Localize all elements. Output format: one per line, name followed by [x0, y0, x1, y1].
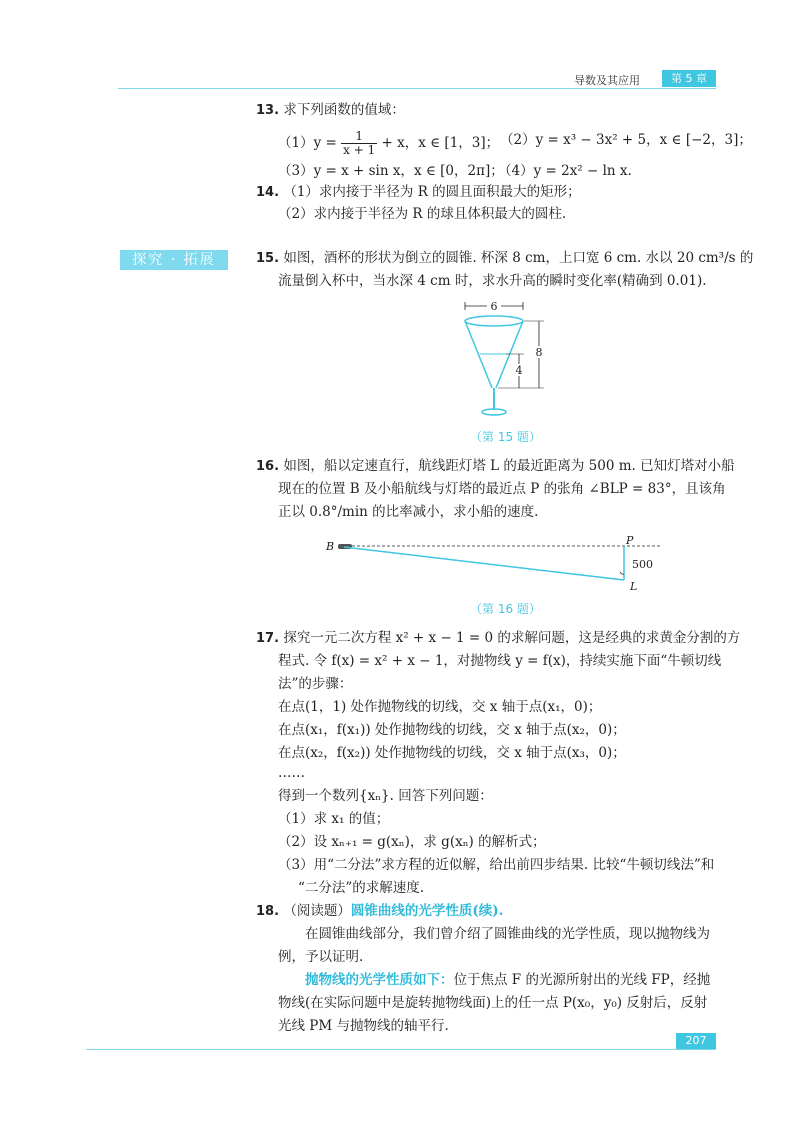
item-1-pre: （1）y = — [278, 135, 337, 151]
problem-text: 求下列函数的值域： — [283, 102, 405, 118]
footer-rule — [86, 1049, 716, 1050]
problem-17-line-6: 在点(x₂，f(x₂)) 处作抛物线的切线，交 x 轴于点(x₃，0)； — [278, 745, 626, 761]
problem-15-line-1 — [256, 249, 753, 268]
water-depth-label: 4 — [515, 364, 523, 377]
problem-17-line-5: 在点(x₁，f(x₁)) 处作抛物线的切线，交 x 轴于点(x₂，0)； — [278, 722, 626, 738]
problem-number: 17. — [256, 631, 280, 646]
problem-text: 如图，船以定速直行，航线距灯塔 L 的最近距离为 500 m. 已知灯塔对小船 — [283, 458, 735, 474]
problem-17-line-4: 在点(1，1) 处作抛物线的切线，交 x 轴于点(x₁，0)； — [278, 699, 602, 715]
problem-17-line-12: “二分法”的求解速度. — [298, 880, 425, 896]
fraction-numerator: 1 — [341, 130, 377, 144]
problem-14-line-1 — [256, 183, 581, 202]
property-heading: 抛物线的光学性质如下： — [305, 972, 454, 988]
problem-13-item-2: （2）y = x³ − 3x² + 5，x ∈ [−2，3]； — [500, 132, 752, 148]
problem-17-line-7: …… — [278, 765, 305, 781]
distance-label: 500 — [632, 558, 653, 571]
problem-17-line-9: （1）求 x₁ 的值； — [278, 811, 390, 827]
problem-17-line-8: 得到一个数列{xₙ}. 回答下列问题： — [278, 788, 493, 804]
glass-width-label: 6 — [490, 300, 498, 313]
problem-13-item-4: （4）y = 2x² − ln x. — [498, 163, 632, 179]
problem-15-line-2: 流量倒入杯中，当水深 4 cm 时，求水升高的瞬时变化率(精确到 0.01). — [278, 273, 707, 289]
problem-number: 15. — [256, 251, 280, 266]
problem-13-intro — [256, 101, 405, 120]
problem-18-line-3: 例，予以证明. — [278, 949, 364, 965]
problem-number: 16. — [256, 459, 280, 474]
point-P-label: P — [626, 534, 634, 547]
problem-text: （1）求内接于半径为 R 的圆且面积最大的矩形； — [283, 184, 581, 200]
point-L-label: L — [630, 580, 638, 593]
problem-16-line-1 — [256, 457, 735, 476]
reading-title: 圆锥曲线的光学性质(续). — [350, 903, 504, 919]
fraction — [341, 130, 377, 157]
fraction-denominator: x + 1 — [343, 143, 376, 157]
wine-glass-figure — [440, 296, 560, 422]
point-B-label: B — [326, 540, 335, 553]
problem-17-line-2: 程式. 令 f(x) = x² + x − 1，对抛物线 y = f(x)，持续实施下面“牛顿切线 — [278, 653, 722, 669]
problem-number: 13. — [256, 103, 280, 118]
property-text: 位于焦点 F 的光源所射出的光线 FP，经抛 — [453, 972, 711, 988]
problem-number: 14. — [256, 185, 280, 200]
problem-13-item-3: （3）y = x + sin x，x ∈ [0，2π]； — [278, 163, 504, 179]
problem-prefix: （阅读题） — [283, 903, 351, 919]
problem-16-line-3: 正以 0.8°/min 的比率减小，求小船的速度. — [278, 504, 539, 520]
problem-14-line-2: （2）求内接于半径为 R 的球且体积最大的圆柱. — [278, 206, 567, 222]
problem-16-line-2: 现在的位置 B 及小船航线与灯塔的最近点 P 的张角 ∠BLP = 83°，且该角 — [278, 481, 726, 497]
glass-depth-label: 8 — [535, 346, 543, 359]
problem-text: 探究一元二次方程 x² + x − 1 = 0 的求解问题，这是经典的求黄金分割的方 — [283, 630, 741, 646]
problem-18-line-5: 物线(在实际问题中是旋转抛物线面)上的任一点 P(x₀，y₀) 反射后，反射 — [278, 995, 708, 1011]
problem-17-line-1 — [256, 629, 740, 648]
problem-18-line-2: 在圆锥曲线部分，我们曾介绍了圆锥曲线的光学性质，现以抛物线为 — [305, 926, 710, 942]
item-1-post: + x，x ∈ [1，3]； — [381, 135, 500, 151]
problem-17-line-10: （2）设 xₙ₊₁ = g(xₙ)，求 g(xₙ) 的解析式； — [278, 834, 546, 850]
figure-16-caption: （第 16 题） — [470, 602, 541, 616]
problem-18-line-6: 光线 PM 与抛物线的轴平行. — [278, 1018, 449, 1034]
page-number: 207 — [676, 1033, 716, 1049]
problem-13-items-row1 — [278, 130, 499, 157]
problem-17-line-3: 法”的步骤： — [278, 676, 353, 692]
problem-number: 18. — [256, 904, 280, 919]
chapter-badge: 第 5 章 — [662, 70, 716, 87]
problem-17-line-11: （3）用“二分法”求方程的近似解，给出前四步结果. 比较“牛顿切线法”和 — [278, 857, 715, 873]
boat-lighthouse-figure — [320, 534, 670, 594]
problem-18-line-1 — [256, 902, 503, 921]
problem-text: 如图，酒杯的形状为倒立的圆锥. 杯深 8 cm，上口宽 6 cm. 水以 20 cm³/s 的 — [283, 250, 754, 266]
chapter-title: 导数及其应用 — [574, 74, 640, 87]
header-rule — [118, 88, 716, 89]
problem-18-line-4 — [305, 971, 710, 989]
section-label: 探究 · 拓展 — [120, 250, 228, 270]
figure-15-caption: （第 15 题） — [470, 430, 541, 444]
